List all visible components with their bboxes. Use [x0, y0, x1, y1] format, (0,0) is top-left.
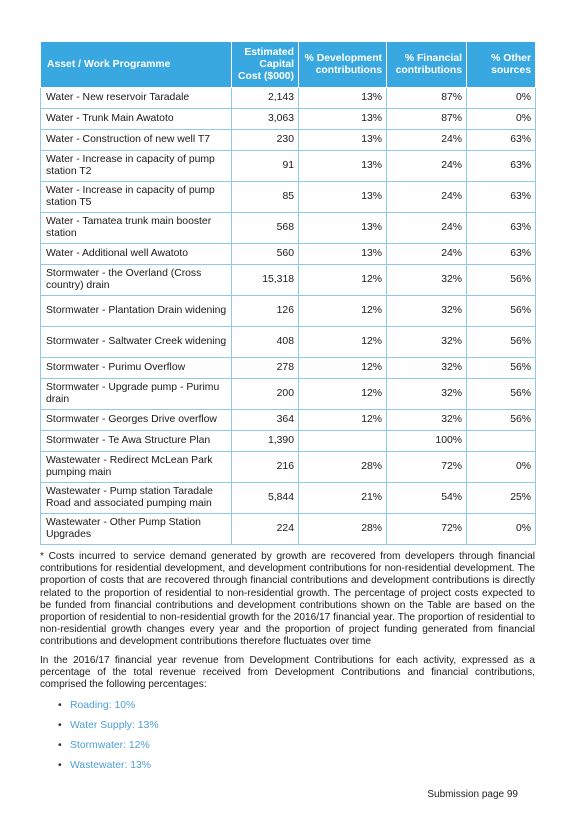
asset-cell: Stormwater - the Overland (Cross country) drain — [41, 265, 232, 296]
list-item — [58, 696, 159, 716]
value-cell: 56% — [467, 410, 536, 431]
value-cell: 13% — [299, 130, 387, 151]
value-cell: 25% — [467, 483, 536, 514]
value-cell: 200 — [232, 379, 299, 410]
asset-cell: Stormwater - Purimu Overflow — [41, 358, 232, 379]
table-row — [41, 109, 536, 130]
value-cell: 85 — [232, 182, 299, 213]
value-cell: 13% — [299, 88, 387, 109]
value-cell: 408 — [232, 327, 299, 358]
value-cell: 12% — [299, 358, 387, 379]
table-row — [41, 358, 536, 379]
capital-cost-table — [40, 41, 536, 545]
table-body — [41, 88, 536, 545]
value-cell: 91 — [232, 151, 299, 182]
value-cell: 5,844 — [232, 483, 299, 514]
value-cell: 230 — [232, 130, 299, 151]
value-cell: 24% — [387, 151, 467, 182]
asset-cell: Water - New reservoir Taradale — [41, 88, 232, 109]
value-cell: 278 — [232, 358, 299, 379]
asset-cell: Stormwater - Te Awa Structure Plan — [41, 431, 232, 452]
asset-cell: Stormwater - Plantation Drain widening — [41, 296, 232, 327]
asset-cell: Water - Construction of new well T7 — [41, 130, 232, 151]
value-cell: 2,143 — [232, 88, 299, 109]
table-row — [41, 244, 536, 265]
table-row — [41, 130, 536, 151]
value-cell: 216 — [232, 452, 299, 483]
value-cell: 568 — [232, 213, 299, 244]
value-cell: 12% — [299, 410, 387, 431]
value-cell: 560 — [232, 244, 299, 265]
column-header: Estimated Capital Cost ($000) — [232, 42, 299, 88]
asset-cell: Stormwater - Upgrade pump - Purimu drain — [41, 379, 232, 410]
list-item — [58, 736, 159, 756]
value-cell: 87% — [387, 109, 467, 130]
value-cell: 13% — [299, 182, 387, 213]
table-row — [41, 327, 536, 358]
value-cell: 56% — [467, 358, 536, 379]
value-cell: 24% — [387, 130, 467, 151]
value-cell: 72% — [387, 452, 467, 483]
column-header: % Development contributions — [299, 42, 387, 88]
value-cell: 28% — [299, 514, 387, 545]
value-cell: 0% — [467, 452, 536, 483]
column-header: % Financial contributions — [387, 42, 467, 88]
column-header: % Other sources — [467, 42, 536, 88]
list-item-text: Water Supply: 13% — [70, 720, 159, 731]
value-cell: 32% — [387, 296, 467, 327]
table-row — [41, 151, 536, 182]
value-cell: 13% — [299, 213, 387, 244]
value-cell — [467, 431, 536, 452]
value-cell: 87% — [387, 88, 467, 109]
bullet-icon: • — [58, 740, 62, 751]
value-cell: 24% — [387, 244, 467, 265]
asset-cell: Water - Increase in capacity of pump station T2 — [41, 151, 232, 182]
table-row — [41, 213, 536, 244]
value-cell — [299, 431, 387, 452]
intro-text: In the 2016/17 financial year revenue from Development Contributions for each activity, expressed as a percentage of the total revenue received from Development Contributions and financial contributions, comprised the following percentages: — [40, 654, 535, 691]
value-cell: 24% — [387, 213, 467, 244]
value-cell: 21% — [299, 483, 387, 514]
table-row — [41, 452, 536, 483]
value-cell: 13% — [299, 244, 387, 265]
table-row — [41, 296, 536, 327]
value-cell: 13% — [299, 151, 387, 182]
value-cell: 13% — [299, 109, 387, 130]
asset-cell: Stormwater - Saltwater Creek widening — [41, 327, 232, 358]
list-item-text: Roading: 10% — [70, 700, 136, 711]
value-cell: 63% — [467, 182, 536, 213]
table-row — [41, 88, 536, 109]
footnote-text: * Costs incurred to service demand generated by growth are recovered from developers through financial contributions for residential development, and development contributions for non-residential development. The proportion of costs that are recovered through financial contributions and development contributions is directly related to the proportion of residential to non-residential growth. The percentage of project costs expected to be funded from financial contributions and development contributions shown on the Table are based on the proportion of residential to non-residential growth for the 2016/17 financial year. The proportion of residential to non-residential growth changes every year and the proportion of project funding generated from financial contributions and development contributions therefore fluctuates over time — [40, 551, 535, 648]
value-cell: 32% — [387, 358, 467, 379]
table-row — [41, 514, 536, 545]
value-cell: 12% — [299, 379, 387, 410]
asset-cell: Water - Increase in capacity of pump station T5 — [41, 182, 232, 213]
value-cell: 63% — [467, 151, 536, 182]
value-cell: 56% — [467, 327, 536, 358]
value-cell: 126 — [232, 296, 299, 327]
notes-section — [40, 551, 535, 697]
value-cell: 15,318 — [232, 265, 299, 296]
value-cell: 364 — [232, 410, 299, 431]
value-cell: 0% — [467, 109, 536, 130]
value-cell: 1,390 — [232, 431, 299, 452]
asset-cell: Wastewater - Other Pump Station Upgrades — [41, 514, 232, 545]
table-row — [41, 182, 536, 213]
bullet-icon: • — [58, 720, 62, 731]
table-header-row — [41, 42, 536, 88]
value-cell: 0% — [467, 88, 536, 109]
value-cell: 32% — [387, 410, 467, 431]
table-row — [41, 265, 536, 296]
table-row — [41, 379, 536, 410]
value-cell: 63% — [467, 130, 536, 151]
asset-cell: Wastewater - Redirect McLean Park pumping main — [41, 452, 232, 483]
list-item-text: Wastewater: 13% — [70, 760, 152, 771]
asset-cell: Water - Trunk Main Awatoto — [41, 109, 232, 130]
asset-cell: Water - Additional well Awatoto — [41, 244, 232, 265]
value-cell: 12% — [299, 265, 387, 296]
asset-cell: Water - Tamatea trunk main booster station — [41, 213, 232, 244]
table-row — [41, 483, 536, 514]
table-row — [41, 431, 536, 452]
bullet-icon: • — [58, 700, 62, 711]
bullet-icon: • — [58, 760, 62, 771]
asset-cell: Stormwater - Georges Drive overflow — [41, 410, 232, 431]
value-cell: 56% — [467, 265, 536, 296]
value-cell: 24% — [387, 182, 467, 213]
value-cell: 3,063 — [232, 109, 299, 130]
page-footer: Submission page 99 — [427, 789, 518, 800]
value-cell: 63% — [467, 244, 536, 265]
value-cell: 54% — [387, 483, 467, 514]
value-cell: 32% — [387, 265, 467, 296]
value-cell: 56% — [467, 296, 536, 327]
value-cell: 100% — [387, 431, 467, 452]
value-cell: 32% — [387, 379, 467, 410]
value-cell: 32% — [387, 327, 467, 358]
value-cell: 63% — [467, 213, 536, 244]
value-cell: 0% — [467, 514, 536, 545]
column-header: Asset / Work Programme — [41, 42, 232, 88]
asset-cell: Wastewater - Pump station Taradale Road and associated pumping main — [41, 483, 232, 514]
table-row — [41, 410, 536, 431]
percentage-list — [58, 696, 159, 776]
value-cell: 28% — [299, 452, 387, 483]
value-cell: 12% — [299, 327, 387, 358]
value-cell: 12% — [299, 296, 387, 327]
value-cell: 224 — [232, 514, 299, 545]
value-cell: 72% — [387, 514, 467, 545]
list-item-text: Stormwater: 12% — [70, 740, 150, 751]
list-item — [58, 716, 159, 736]
list-item — [58, 756, 159, 776]
value-cell: 56% — [467, 379, 536, 410]
